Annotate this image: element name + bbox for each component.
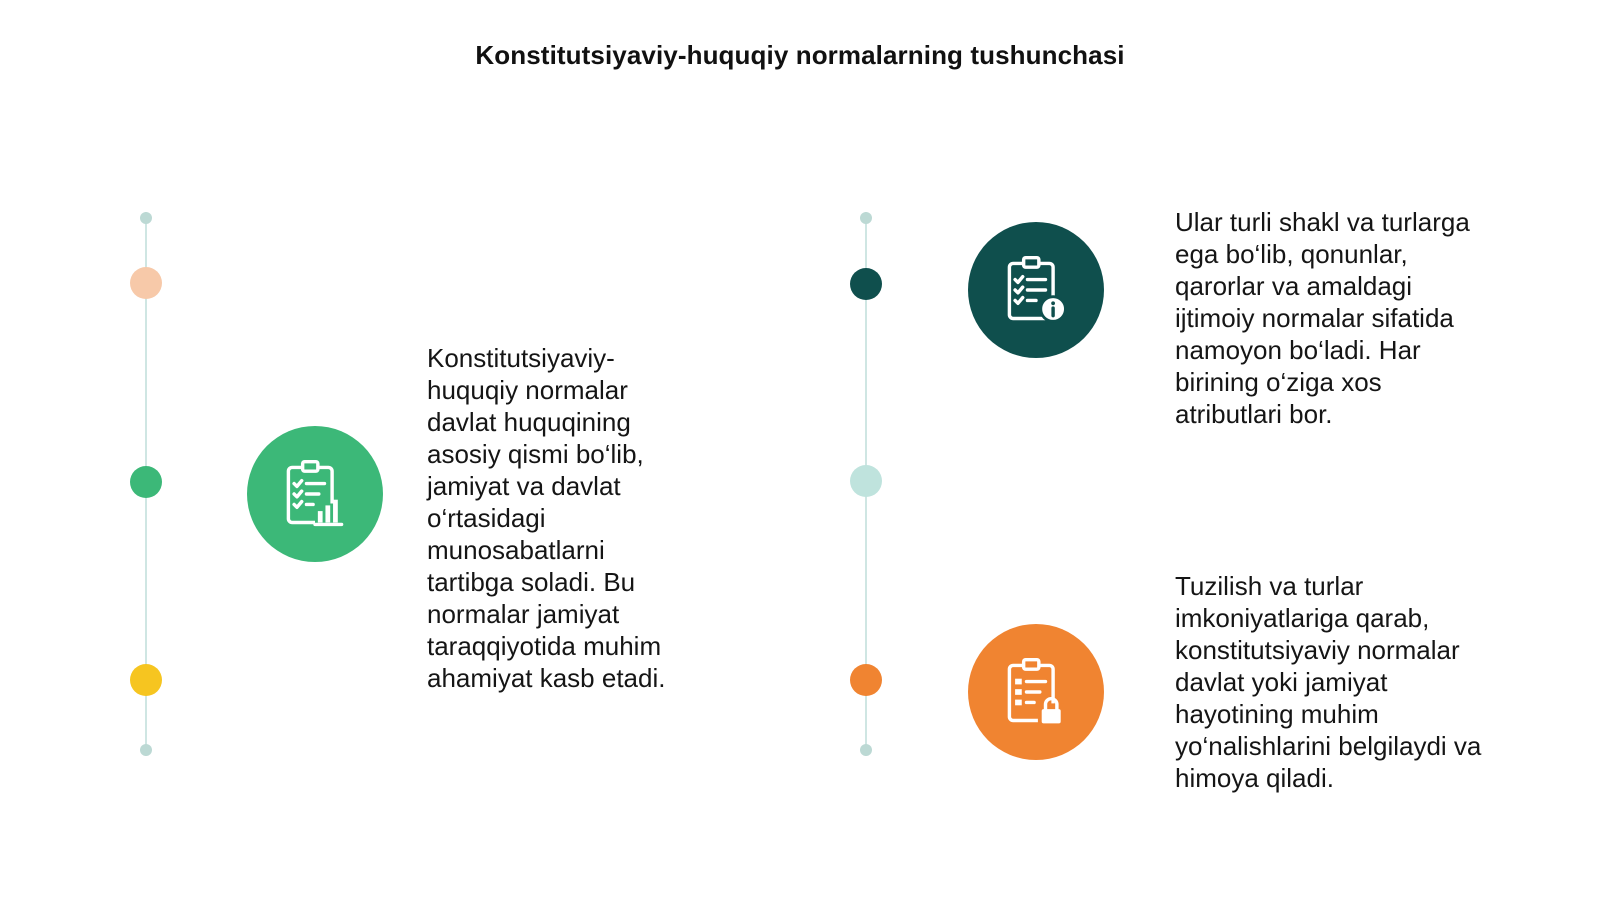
timeline-end-dot [140,744,152,756]
timeline-dot-dark-teal [850,268,882,300]
timeline-end-dot [860,744,872,756]
timeline-dot-peach [130,267,162,299]
page-title: Konstitutsiyaviy-huquqiy normalarning tushunchasi [475,40,1125,70]
timeline-dot-yellow [130,664,162,696]
timeline-start-dot [860,212,872,224]
item-1-text: Konstitutsiyaviy- huquqiy normalar davlat huquqining asosiy qismi bo‘lib, jamiyat va davlat o‘rtasidagi munosabatlarni tartibga soladi. Bu normalar jamiyat taraqqiyotida muhim ahamiyat kasb etadi. [427,343,666,693]
item-3-text: Tuzilish va turlar imkoniyatlariga qarab, konstitutsiyaviy normalar davlat yoki jamiyat hayotining muhim yo‘nalishlarini belgilaydi va himoya qiladi. [1175,571,1482,793]
item-2-text: Ular turli shakl va turlarga ega bo‘lib, qonunlar, qarorlar va amaldagi ijtimoiy normalar sifatida namoyon bo‘ladi. Har birining o‘ziga xos atributlari bor. [1175,207,1470,429]
timeline-right [846,212,886,756]
timeline-dot-green [130,466,162,498]
clipboard-info-icon [968,222,1104,358]
timeline-start-dot [140,212,152,224]
timeline-left [126,212,166,756]
clipboard-lock-icon [968,624,1104,760]
clipboard-chart-icon [247,426,383,562]
timeline-dot-orange [850,664,882,696]
timeline-dot-light-teal [850,465,882,497]
